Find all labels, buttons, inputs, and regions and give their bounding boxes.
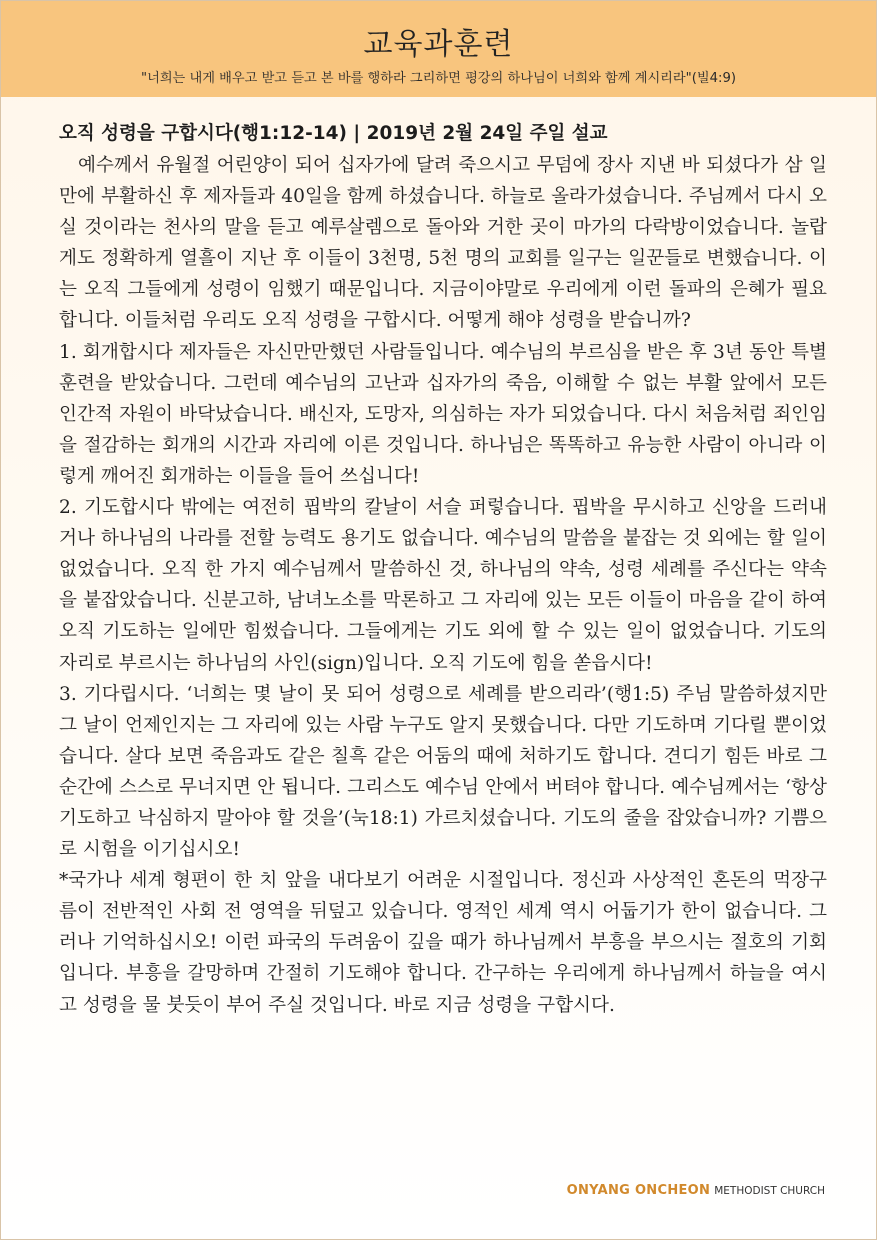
- sermon-content: [59, 118, 827, 1021]
- header-banner: [1, 1, 876, 97]
- church-footer: [567, 1179, 825, 1198]
- sermon-point-pray: 2. 기도합시다 밖에는 여전히 핍박의 칼날이 서슬 퍼렇습니다. 핍박을 무시하고 신앙을 드러내거나 하나님의 나라를 전할 능력도 용기도 없습니다. 예수님의 말씀을 붙잡는 것 외에는 할 일이 없었습니다. 오직 한 가지 예수님께서 말씀하신 것, 하나님의 약속, 성령 세례를 주신다는 약속을 붙잡았습니다. 신분고하, 남녀노소를 막론하고 그 자리에 있는 모든 이들이 마음을 같이 하여 오직 기도하는 일에만 힘썼습니다. 그들에게는 기도 외에 할 수 있는 일이 없었습니다. 기도의 자리로 부르시는 하나님의 사인(sign)입니다. 오직 기도에 힘을 쏟읍시다!: [59, 497, 827, 674]
- header-verse: "너희는 내게 배우고 받고 듣고 본 바를 행하라 그리하면 평강의 하나님이 너희와 함께 계시리라"(빌4:9): [141, 71, 736, 86]
- sermon-point-repent: 1. 회개합시다 제자들은 자신만만했던 사람들입니다. 예수님의 부르심을 받은 후 3년 동안 특별 훈련을 받았습니다. 그런데 예수님의 고난과 십자가의 죽음, 이해할 수 없는 부활 앞에서 모든 인간적 자원이 바닥났습니다. 배신자, 도망자, 의심하는 자가 되었습니다. 다시 처음처럼 죄인임을 절감하는 회개의 시간과 자리에 이른 것입니다. 하나님은 똑똑하고 유능한 사람이 아니라 이렇게 깨어진 회개하는 이들을 들어 쓰십니다!: [59, 341, 827, 487]
- church-subtitle: METHODIST CHURCH: [714, 1185, 825, 1197]
- sermon-intro-paragraph: 예수께서 유월절 어린양이 되어 십자가에 달려 죽으시고 무덤에 장사 지낸 바 되셨다가 삼 일만에 부활하신 후 제자들과 40일을 함께 하셨습니다. 하늘로 올라가셨습니다. 주님께서 다시 오실 것이라는 천사의 말을 듣고 예루살렘으로 돌아와 거한 곳이 마가의 다락방이었습니다. 놀랍게도 정확하게 열흘이 지난 후 이들이 3천명, 5천 명의 교회를 일구는 일꾼들로 변했습니다. 이는 오직 그들에게 성령이 임했기 때문입니다. 지금이야말로 우리에게 이런 돌파의 은혜가 필요합니다. 이들처럼 우리도 오직 성령을 구합시다. 어떻게 해야 성령을 받습니까?: [59, 155, 827, 332]
- sermon-point-wait: 3. 기다립시다. ‘너희는 몇 날이 못 되어 성령으로 세례를 받으리라’(행1:5) 주님 말씀하셨지만 그 날이 언제인지는 그 자리에 있는 사람 누구도 알지 못했습니다. 다만 기도하며 기다릴 뿐이었습니다. 살다 보면 죽음과도 같은 칠흑 같은 어둠의 때에 처하기도 합니다. 견디기 힘든 바로 그 순간에 스스로 무너지면 안 됩니다. 그리스도 예수님 안에서 버텨야 합니다. 예수님께서는 ‘항상 기도하고 낙심하지 말아야 할 것을’(눅18:1) 가르치셨습니다. 기도의 줄을 잡았습니까? 기쁨으로 시험을 이기십시오!: [59, 683, 827, 861]
- church-name: ONYANG ONCHEON: [566, 1183, 711, 1198]
- page-title: 교육과훈련: [363, 27, 514, 62]
- sermon-closing-paragraph: *국가나 세계 형편이 한 치 앞을 내다보기 어려운 시절입니다. 정신과 사상적인 혼돈의 먹장구름이 전반적인 사회 전 영역을 뒤덮고 있습니다. 영적인 세계 역시 어둡기가 한이 없습니다. 그러나 기억하십시오! 이런 파국의 두려움이 깊을 때가 하나님께서 부흥을 부으시는 절호의 기회입니다. 부흥을 갈망하며 간절히 기도해야 합니다. 간구하는 우리에게 하나님께서 하늘을 여시고 성령을 물 붓듯이 부어 주실 것입니다. 바로 지금 성령을 구합시다.: [59, 870, 827, 1016]
- sermon-title: 오직 성령을 구합시다(행1:12-14) | 2019년 2월 24일 주일 설교: [59, 123, 608, 144]
